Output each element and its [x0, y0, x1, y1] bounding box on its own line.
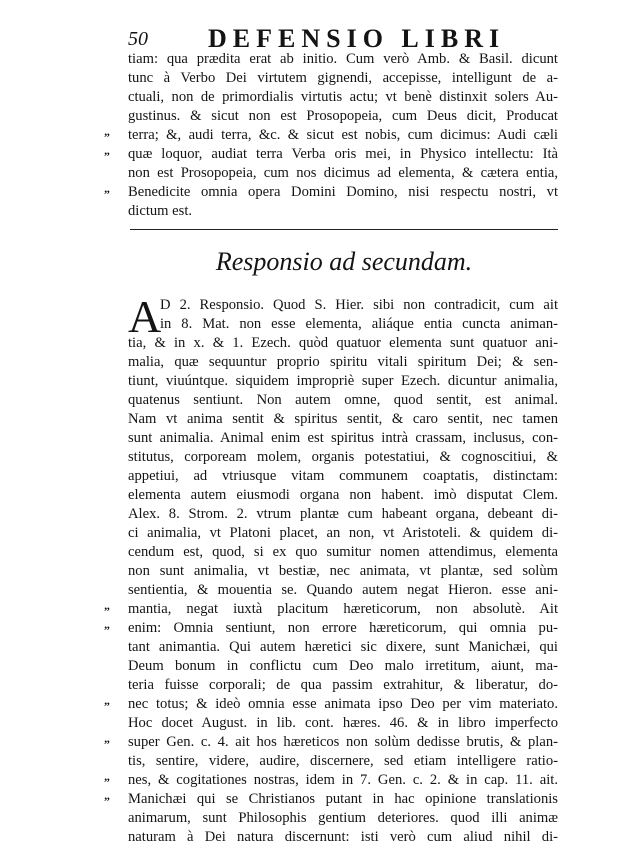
margin-quote-mark: „: [104, 617, 109, 631]
text-line: quatenus sentiunt. Non autem omne, quod sentit, est animal.: [128, 392, 558, 408]
text-line: mantia, negat iuxtà placitum hæreticorum, non absolutè. Ait: [128, 601, 558, 617]
text-line: malia, quæ sequuntur proprio spiritu vitali spiritum Dei; & sen-: [128, 354, 558, 370]
text-line: ci animalia, vt Platoni placet, an non, vt Aristoteli. & quidem di-: [128, 525, 558, 541]
drop-cap: A: [128, 291, 162, 342]
text-line: tiunt, viuúntque. siquidem impropriè super Ezech. dicuntur animalia,: [128, 373, 558, 389]
margin-quote-mark: „: [104, 731, 109, 745]
text-line: ctuali, non de primordialis virtutis actu; vt benè distinxit solers Au-: [128, 89, 558, 105]
text-line: elementa autem eiusmodi organa non habent. imò disputat Clem.: [128, 487, 558, 503]
text-line: tis, sentire, videre, audire, discernere, sed etiam intelligere ratio-: [128, 753, 558, 769]
text-line: nec totus; & ideò omnia esse animata ipso Deo per vim materiato.: [128, 696, 558, 712]
text-line: stitutus, corpoream molem, organis potestatiui, & cognoscitiui, &: [128, 449, 558, 465]
margin-quote-mark: „: [104, 143, 109, 157]
text-line: appetiui, ad vtriusque vitam communem coaptatis, distinctam:: [128, 468, 558, 484]
text-line: sentientia, & mouentia se. Quando autem negat Hieron. esse ani-: [128, 582, 558, 598]
text-line: gustinus. & sicut non est Prosopopeia, cum Deus dicit, Producat: [128, 108, 558, 124]
text-line: quæ loquor, audiat terra Verba oris mei, in Physico intellectu: Ità: [128, 146, 558, 162]
text-line: Alex. 8. Strom. 2. vtrum plantæ cum habeant organa, debeant di-: [128, 506, 558, 522]
text-line: dictum est.: [128, 203, 193, 219]
text-line: non sunt animalia, vt bestiæ, nec animata, vt plantæ, sed solùm: [128, 563, 558, 579]
text-line: in 8. Mat. non esse elementa, aliáque entia cuncta animan-: [160, 316, 558, 332]
text-line: cendum est, quod, si ex quo sumitur nomen attendimus, elementa: [128, 544, 558, 560]
text-line: D 2. Responsio. Quod S. Hier. sibi non contradicit, cum ait: [160, 297, 558, 313]
text-line: naturam à Dei natura discernunt: isti verò cum aliud nihil di-: [128, 829, 558, 845]
text-line: Nam vt anima sentit & spiritus sentit, & caro sentit, nec tamen: [128, 411, 558, 427]
text-line: non est Prosopopeia, cum nos dicimus ad elementa, & cætera entia,: [128, 165, 558, 181]
text-line: Manichæi qui se Christianos putant in hac opinione translationis: [128, 791, 558, 807]
text-line: tant animantia. Qui autem hæretici sic dixere, sunt Manichæi, qui: [128, 639, 558, 655]
margin-quote-mark: „: [104, 124, 109, 138]
page-header: [128, 22, 568, 52]
page-number: 50: [128, 28, 148, 50]
text-line: super Gen. c. 4. ait hos hæreticos non solùm dedisse brutis, & plan-: [128, 734, 558, 750]
text-line: Deum bonum in conflictu cum Deo malo irretitum, aiunt, ma-: [128, 658, 558, 674]
text-line: tia, & in x. & 1. Ezech. quòd quatuor elementa sunt quatuor ani-: [128, 335, 558, 351]
text-line: tiam: qua prædita erat ab initio. Cum verò Amb. & Basil. dicunt: [128, 51, 558, 67]
running-title: DEFENSIO LIBRI: [208, 24, 506, 53]
section-divider: [130, 229, 558, 230]
margin-quote-mark: „: [104, 181, 109, 195]
text-line: sunt animalia. Animal enim est spiritus intrà crassam, inclusus, con-: [128, 430, 558, 446]
text-line: Benedicite omnia opera Domini Domino, nisi respectu nostri, vt: [128, 184, 558, 200]
text-line: Hoc docet August. in lib. cont. hæres. 46. & in libro imperfecto: [128, 715, 558, 731]
text-line: nes, & cogitationes nostras, idem in 7. Gen. c. 2. & in cap. 11. ait.: [128, 772, 558, 788]
section-heading: Responsio ad secundam.: [215, 247, 473, 276]
margin-quote-mark: „: [104, 769, 109, 783]
margin-quote-mark: „: [104, 598, 109, 612]
margin-quote-mark: „: [104, 788, 109, 802]
text-line: tunc à Verbo Dei virtutem gignendi, accepisse, intelligunt de a-: [128, 70, 558, 86]
text-line: terra; &, audi terra, &c. & sicut est nobis, cum dicimus: Audi cæli: [128, 127, 558, 143]
text-line: teria fuisse corporali; de qua passim extrahitur, & liberatur, do-: [128, 677, 558, 693]
text-line: animarum, sunt Philosophis gentium deteriores. quod illi animæ: [128, 810, 558, 826]
margin-quote-mark: „: [104, 693, 109, 707]
text-line: enim: Omnia sentiunt, non errore hæreticorum, qui omnia pu-: [128, 620, 558, 636]
